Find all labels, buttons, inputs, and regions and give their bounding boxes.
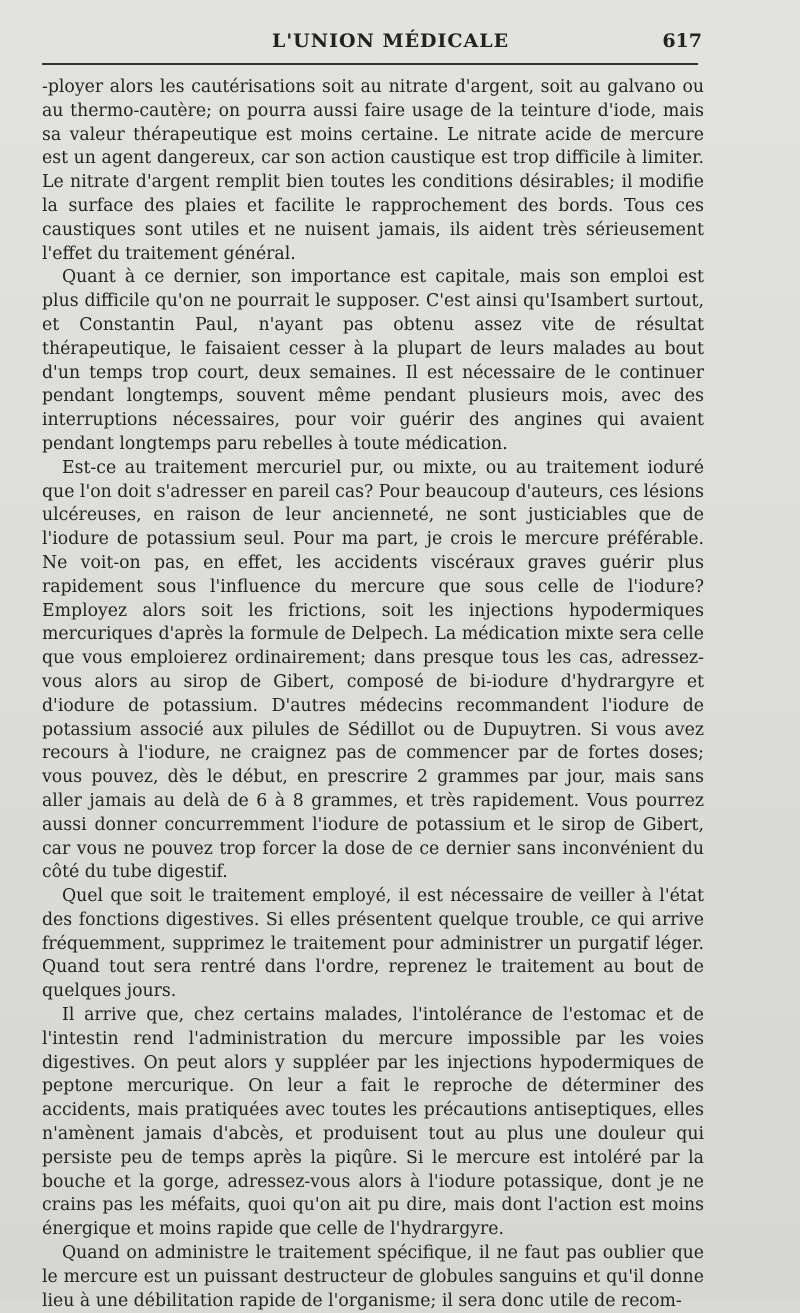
- paragraph: -ployer alors les cautérisations soit au nitrate d'argent, soit au galvano ou au thermo-cautère; on pourra aussi faire usage de la teinture d'iode, mais sa valeur thérapeutique est moins certaine. Le nitrate acide de mercure est un agent dangereux, car son action caustique est trop difficile à limiter. Le nitrate d'argent remplit bien toutes les conditions désirables; il modifie la surface des plaies et facilite le rapprochement des bords. Tous ces caustiques sont utiles et ne nuisent jamais, ils aident très sérieusement l'effet du traitement général.: [42, 77, 704, 264]
- page-header: [40, 30, 702, 60]
- paragraph: Est-ce au traitement mercuriel pur, ou mixte, ou au traitement ioduré que l'on doit s'adresser en pareil cas? Pour beaucoup d'auteurs, ces lésions ulcéreuses, en raison de leur ancienneté, ne sont justiciables que de l'iodure de potassium seul. Pour ma part, je crois le mercure préférable. Ne voit-on pas, en effet, les accidents viscéraux graves guérir plus rapidement sous l'influence du mercure que sous celle de l'iodure? Employez alors soit les frictions, soit les injections hypodermiques mercuriques d'après la formule de Delpech. La médication mixte sera celle que vous emploierez ordinairement; dans presque tous les cas, adressez-vous alors au sirop de Gibert, composé de bi-iodure d'hydrargyre et d'iodure de potassium. D'autres médecins recommandent l'iodure de potassium associé aux pilules de Sédillot ou de Dupuytren. Si vous avez recours à l'iodure, ne craignez pas de commencer par de fortes doses; vous pouvez, dès le début, en prescrire 2 grammes par jour, mais sans aller jamais au delà de 6 à 8 grammes, et très rapidement. Vous pourrez aussi donner concurremment l'iodure de potassium et le sirop de Gibert, car vous ne pouvez trop forcer la dose de ce dernier sans inconvénient du côté du tube digestif.: [42, 457, 704, 883]
- paragraph: Quant à ce dernier, son importance est capitale, mais son emploi est plus difficile qu'on ne pourrait le supposer. C'est ainsi qu'Isambert surtout, et Constantin Paul, n'ayant pas obtenu assez vite de résultat thérapeutique, le faisaient cesser à la plupart de leurs malades au bout d'un temps trop court, deux semaines. Il est nécessaire de le continuer pendant longtemps, souvent même pendant plusieurs mois, avec des interruptions nécessaires, pour voir guérir des angines qui avaient pendant longtemps paru rebelles à toute médication.: [42, 267, 704, 454]
- paragraph: Quand on administre le traitement spécifique, il ne faut pas oublier que le mercure est un puissant destructeur de globules sanguins et qu'il donne lieu à une débilitation rapide de l'organisme; il sera donc utile de recom-: [42, 1243, 704, 1311]
- header-rule: [42, 63, 698, 65]
- running-title: L'UNION MÉDICALE: [272, 30, 510, 52]
- page-number: 617: [662, 30, 702, 52]
- body-text: [42, 76, 704, 1313]
- paragraph: Il arrive que, chez certains malades, l'intolérance de l'estomac et de l'intestin rend l'administration du mercure impossible par les voies digestives. On peut alors y suppléer par les injections hypodermiques de peptone mercurique. On leur a fait le reproche de déterminer des accidents, mais pratiquées avec toutes les précautions antiseptiques, elles n'amènent jamais d'abcès, et produisent tout au plus une douleur qui persiste peu de temps après la piqûre. Si le mercure est intoléré par la bouche et la gorge, adressez-vous alors à l'iodure potassique, dont je ne crains pas les méfaits, quoi qu'on ait pu dire, mais dont l'action est moins énergique et moins rapide que celle de l'hydrargyre.: [42, 1005, 704, 1240]
- paragraph: Quel que soit le traitement employé, il est nécessaire de veiller à l'état des fonctions digestives. Si elles présentent quelque trouble, ce qui arrive fréquemment, supprimez le traitement pour administrer un purgatif léger. Quand tout sera rentré dans l'ordre, reprenez le traitement au bout de quelques jours.: [42, 886, 704, 1002]
